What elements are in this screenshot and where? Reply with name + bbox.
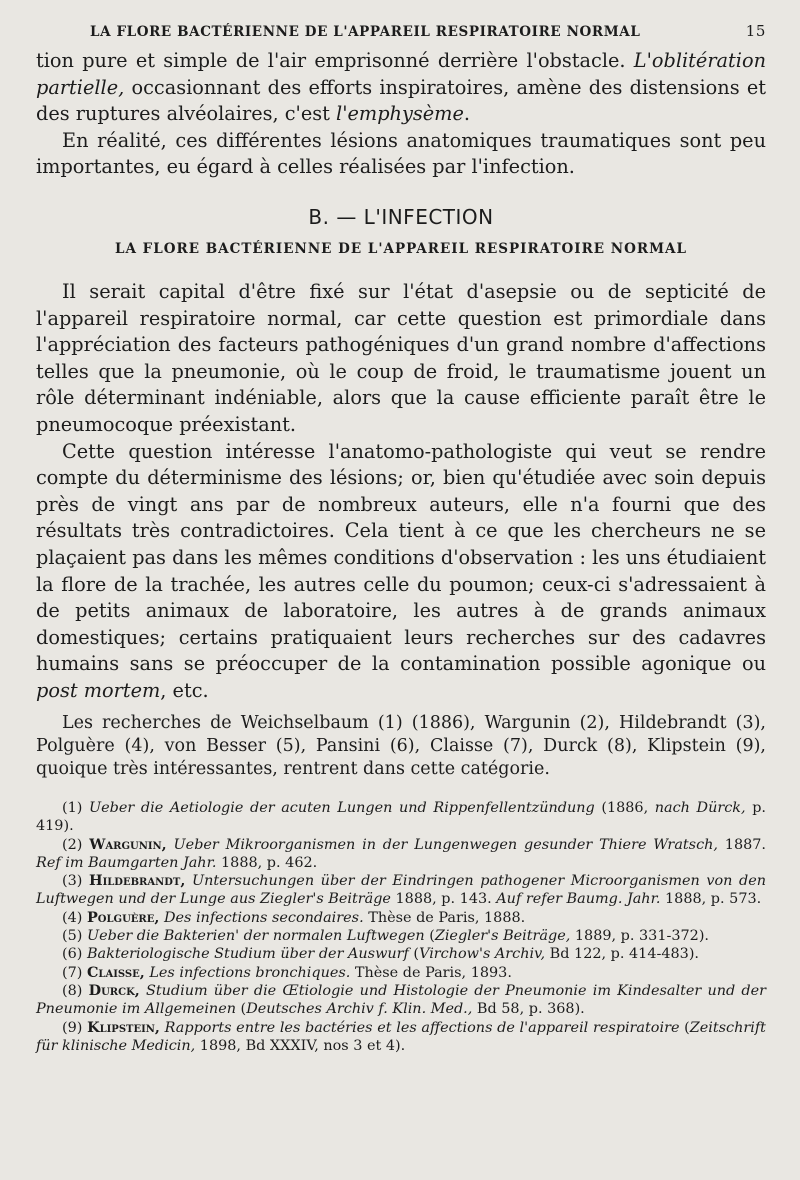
text-run: occasionnant des efforts inspiratoires, amène des distensions et des ruptures alvéolaires, c'est [36,75,766,126]
footnote-1 [36,799,766,836]
footnote-tail: 1889, p. 331-372). [570,928,710,945]
footnote-tail: Bd 58, p. 368). [472,1001,585,1018]
footnote-rest: 1887. [717,836,766,853]
footnote-author: Wargunin, [89,835,167,853]
italic-run: post mortem [36,678,161,702]
footnote-title: Studium über die Œtiologie und Histologie der Pneumonie im Kindesalter und der Pneumonie im Allgemeinen [36,982,767,1018]
main-paragraph-1: Il serait capital d'être fixé sur l'état d'asepsie ou de septicité de l'appareil respiratoire normal, car cette question est primordiale dans l'appréciation des facteurs pathogéniques d'un grand nombre d'affections telles que la pneumonie, où le coup de froid, le traumatisme jouent un rôle déterminant indéniable, alors que la cause efficiente paraît être le pneumocoque préexistant. [36,279,766,436]
italic-run: L'oblitération partielle, [36,49,766,99]
footnote-rest: ( [424,928,435,945]
footnote-rest: Thèse de Paris, 1888. [363,909,526,926]
footnote-number: (7) [62,964,83,981]
intro-paragraph-2: En réalité, ces différentes lésions anatomiques traumatiques sont peu importantes, eu égard à celles réalisées par l'infection. [36,128,766,179]
footnote-title: Les infections bronchiques. [149,964,351,981]
footnote-title: Untersuchungen über der Eindringen pathogener Microorganismen von den Luftwegen und der Lunge aus Ziegler's Beiträge [36,873,767,908]
section-subtitle: LA FLORE BACTÉRIENNE DE L'APPAREIL RESPIRATOIRE NORMAL [114,240,688,257]
footnote-tail: 1898, Bd XXXIV, nos 3 et 4). [195,1037,406,1054]
footnote-author: Hildebrandt, [89,872,186,890]
footnote-title: Ueber die Bakterien' der normalen Luftwegen [86,928,425,945]
footnote-source: Ref im Baumgarten Jahr. [36,854,217,871]
footnote-number: (2) [62,836,83,853]
footnote-rest: (1886, [594,799,655,816]
footnote-title: Rapports entre les bactéries et les affections de l'appareil respiratoire [164,1019,680,1036]
italic-run: l'emphysème [336,102,464,126]
footnote-number: (8) [62,982,83,999]
footnote-source: Zeitschrift für klinische Medicin, [36,1019,766,1054]
running-header [90,22,766,40]
footnote-number: (4) [62,909,83,926]
page-number: 15 [745,22,766,40]
intro-paragraph-1 [36,48,766,128]
footnote-source: Deutsches Archiv f. Klin. Med., [246,1001,473,1018]
footnote-number: (3) [62,873,83,890]
footnote-title: Ueber die Aetiologie der acuten Lungen und Rippenfellentzündung [89,799,595,816]
footnote-source: Ziegler's Beiträge, [434,928,571,945]
footnote-author: Durck, [88,981,140,999]
text-run: . [463,102,471,126]
footnote-source: Virchow's Archiv, [419,946,546,963]
footnote-number: (1) [62,799,83,816]
footnote-7 [36,964,766,982]
footnote-rest: Thèse de Paris, 1893. [350,964,512,981]
text-run: Cette question intéresse l'anatomo-pathologiste qui veut se rendre compte du déterminisme des lésions; or, bien qu'étudiée avec soin depuis près de vingt ans par de nombreux auteurs, elle n'a fourni que des résultats très contradictoires. Cela tient à ce que les chercheurs ne se plaçaient pas dans les mêmes conditions d'observation : les uns étudiaient la flore de la trachée, les autres celle du poumon; ceux-ci s'adressaient à de petits animaux de laboratoire, les autres à de grands animaux domestiques; certains pratiquaient leurs recherches sur des cadavres humains sans se préoccuper de la contamination possible agonique ou [36,439,766,676]
section-title: B. — L'INFECTION [308,204,494,229]
footnote-author: Klipstein, [87,1018,160,1036]
footnote-5 [36,927,766,945]
footnote-author: Polguère, [86,908,160,926]
references-paragraph: Les recherches de Weichselbaum (1) (1886), Wargunin (2), Hildebrandt (3), Polguère (4), von Besser (5), Pansini (6), Claisse (7), Durck (8), Klipstein (9), quoique très intéressantes, rentrent dans cette catégorie. [36,713,766,780]
footnote-source: Auf refer Baumg. Jahr. [496,891,661,908]
footnote-title: Bakteriologische Studium über der Auswurf [86,946,409,963]
footnotes [36,799,766,1055]
footnote-tail: 1888, p. 573. [660,891,762,908]
footnote-rest: ( [679,1019,690,1036]
main-paragraph-2 [36,439,766,705]
text-run: tion pure et simple de l'air emprisonné derrière l'obstacle. [36,49,634,72]
footnote-rest: 1888, p. 143. [390,891,497,908]
footnote-title: Des infections secondaires. [163,909,364,926]
running-title: LA FLORE BACTÉRIENNE DE L'APPAREIL RESPIRATOIRE NORMAL [90,24,641,40]
footnote-4 [36,909,766,927]
main-text [36,279,766,705]
footnote-source: nach Dürck, [654,799,746,816]
footnote-tail: Bd 122, p. 414-483). [545,946,700,963]
footnote-number: (5) [62,928,83,945]
footnote-9 [36,1019,766,1056]
footnote-title: Ueber Mikroorganismen in der Lungenwegen gesunder Thiere Wratsch, [173,836,718,853]
footnote-tail: p. 419). [36,799,767,835]
footnote-rest: ( [408,946,420,963]
footnote-3 [36,872,766,909]
text-run: , etc. [160,678,209,702]
footnote-rest: ( [235,1001,247,1018]
footnote-8 [36,982,766,1019]
footnote-number: (9) [62,1019,83,1036]
footnote-6 [36,945,766,963]
intro-text [36,48,766,181]
footnote-2 [36,836,766,873]
footnote-number: (6) [62,946,83,963]
footnote-tail: 1888, p. 462. [216,854,318,871]
footnote-author: Claisse, [86,963,145,981]
